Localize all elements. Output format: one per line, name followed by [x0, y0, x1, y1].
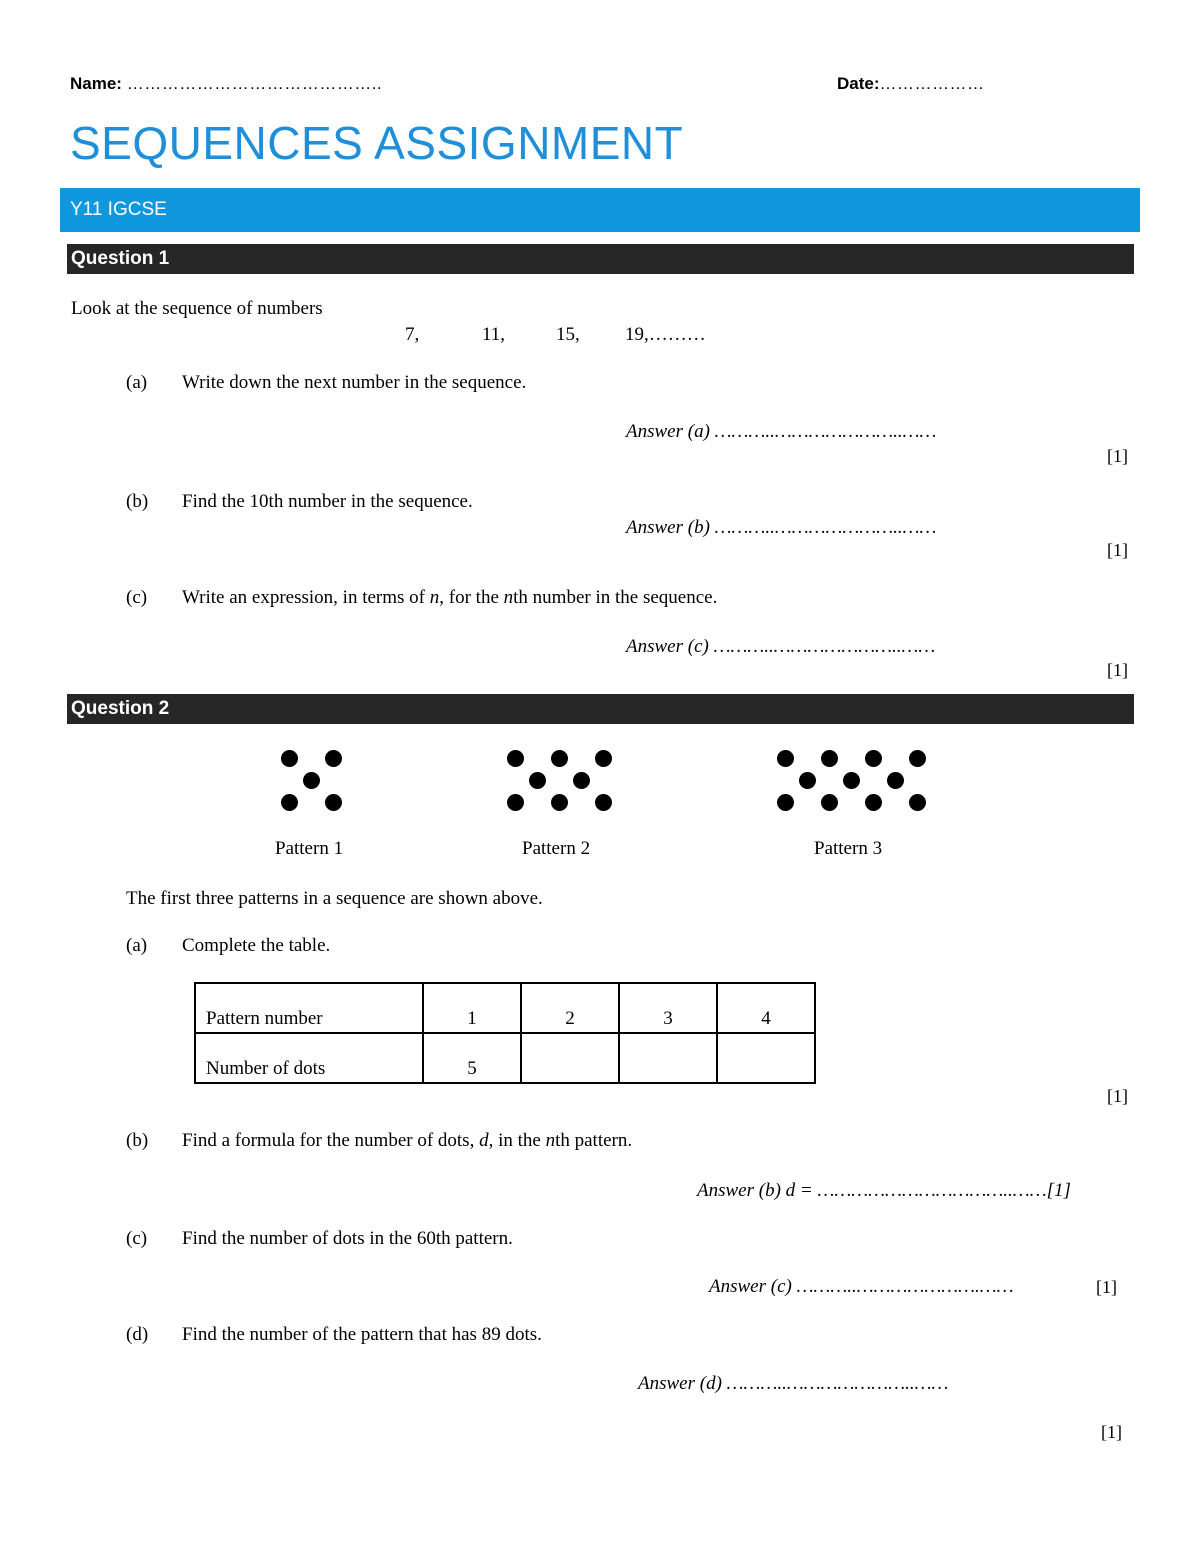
date-label: Date: — [837, 74, 880, 93]
q2b-text-post: th pattern. — [555, 1130, 633, 1151]
q2c-mark: [1] — [1096, 1277, 1117, 1297]
dot — [843, 772, 860, 789]
q1b-text: Find the 10th number in the sequence. — [182, 491, 473, 512]
q1c-variable-n: n — [429, 587, 440, 608]
dot — [529, 772, 546, 789]
dot — [281, 750, 298, 767]
q1c-answer-line[interactable]: Answer (c) ………..…………………..…… — [626, 636, 936, 657]
q1a-letter: (a) — [126, 372, 148, 393]
sequence-term-4: 19,……… — [625, 324, 706, 345]
q2c-answer-line[interactable]: Answer (c) ………..………………….…… — [709, 1276, 1014, 1297]
q1b-answer-line[interactable]: Answer (b) ………..…………………..…… — [626, 517, 937, 538]
q1-intro: Look at the sequence of numbers — [71, 298, 323, 319]
dot — [551, 750, 568, 767]
q2d-text: Find the number of the pattern that has 89 dots. — [182, 1324, 542, 1345]
subtitle: Y11 IGCSE — [70, 199, 167, 220]
date-dots: ……………… — [879, 74, 985, 93]
q1c-text-pre: Write an expression, in terms of — [182, 587, 430, 608]
q2d-answer-line[interactable]: Answer (d) ………..…………………..…… — [638, 1373, 949, 1394]
dot — [303, 772, 320, 789]
dot — [595, 750, 612, 767]
dot — [887, 772, 904, 789]
question-2-heading: Question 2 — [71, 698, 170, 719]
dot — [777, 794, 794, 811]
sequence-term-3: 15, — [556, 324, 580, 345]
dot — [821, 750, 838, 767]
q1c-variable-n2: n — [503, 587, 514, 608]
table-cell: 5 — [423, 1033, 521, 1083]
q1a-answer-line[interactable]: Answer (a) ………..…………………..…… — [626, 421, 937, 442]
dot — [551, 794, 568, 811]
dot — [865, 750, 882, 767]
table-row — [195, 1033, 815, 1083]
name-label: Name: — [70, 74, 122, 93]
dot — [909, 750, 926, 767]
q2b-text-mid: , in the — [488, 1130, 546, 1151]
subtitle-bar — [60, 188, 1140, 232]
q2b-variable-d: d — [479, 1130, 489, 1151]
dot — [777, 750, 794, 767]
pattern-1-label: Pattern 1 — [275, 838, 344, 859]
table-row — [195, 983, 815, 1033]
dot — [325, 750, 342, 767]
question-2-heading-bar — [67, 694, 1134, 724]
q1b-letter: (b) — [126, 491, 149, 512]
q2-intro: The first three patterns in a sequence are shown above. — [126, 888, 543, 909]
dot — [281, 794, 298, 811]
q1c-letter: (c) — [126, 587, 148, 608]
q2a-text: Complete the table. — [182, 935, 331, 956]
name-dots: …………………………………….. — [126, 74, 383, 93]
dot — [799, 772, 816, 789]
dot — [865, 794, 882, 811]
dot — [595, 794, 612, 811]
q1c-text-post: th number in the sequence. — [513, 587, 718, 608]
q1c-text — [182, 587, 717, 609]
table-answer-cell[interactable] — [717, 1033, 815, 1083]
table-cell: 4 — [717, 983, 815, 1033]
pattern-3-label: Pattern 3 — [814, 838, 883, 859]
page-title: SEQUENCES ASSIGNMENT — [70, 117, 684, 169]
table-answer-cell[interactable] — [619, 1033, 717, 1083]
question-1-heading-bar — [67, 244, 1134, 274]
q2b-letter: (b) — [126, 1130, 149, 1151]
sequence-term-2: 11, — [482, 324, 506, 345]
q1b-mark: [1] — [1107, 540, 1128, 560]
q2d-mark: [1] — [1101, 1422, 1122, 1442]
q2d-letter: (d) — [126, 1324, 149, 1345]
name-field[interactable] — [70, 74, 382, 94]
dot — [821, 794, 838, 811]
q2a-mark: [1] — [1107, 1086, 1128, 1106]
dot — [507, 794, 524, 811]
q1a-mark: [1] — [1107, 446, 1128, 466]
dot — [325, 794, 342, 811]
q1a-text: Write down the next number in the sequence. — [182, 372, 527, 393]
table-header-number-of-dots: Number of dots — [195, 1033, 423, 1083]
table-cell: 3 — [619, 983, 717, 1033]
q1c-text-mid: , for the — [439, 587, 504, 608]
q2b-text — [182, 1130, 632, 1152]
date-field[interactable] — [837, 74, 985, 94]
table-cell: 2 — [521, 983, 619, 1033]
table-answer-cell[interactable] — [521, 1033, 619, 1083]
q2c-letter: (c) — [126, 1228, 148, 1249]
q2b-text-pre: Find a formula for the number of dots, — [182, 1130, 480, 1151]
q2c-text: Find the number of dots in the 60th pattern. — [182, 1228, 513, 1249]
q2a-letter: (a) — [126, 935, 148, 956]
question-1-heading: Question 1 — [71, 248, 170, 269]
table-header-pattern-number: Pattern number — [195, 983, 423, 1033]
sequence-term-1: 7, — [405, 324, 420, 345]
q2b-answer-line[interactable]: Answer (b) d = ……………………………..……[1] — [697, 1180, 1071, 1201]
q2b-variable-n: n — [545, 1130, 556, 1151]
dot — [909, 794, 926, 811]
pattern-2-label: Pattern 2 — [522, 838, 591, 859]
table-cell: 1 — [423, 983, 521, 1033]
pattern-table — [194, 982, 816, 1084]
q1c-mark: [1] — [1107, 660, 1128, 680]
dot — [573, 772, 590, 789]
dot — [507, 750, 524, 767]
